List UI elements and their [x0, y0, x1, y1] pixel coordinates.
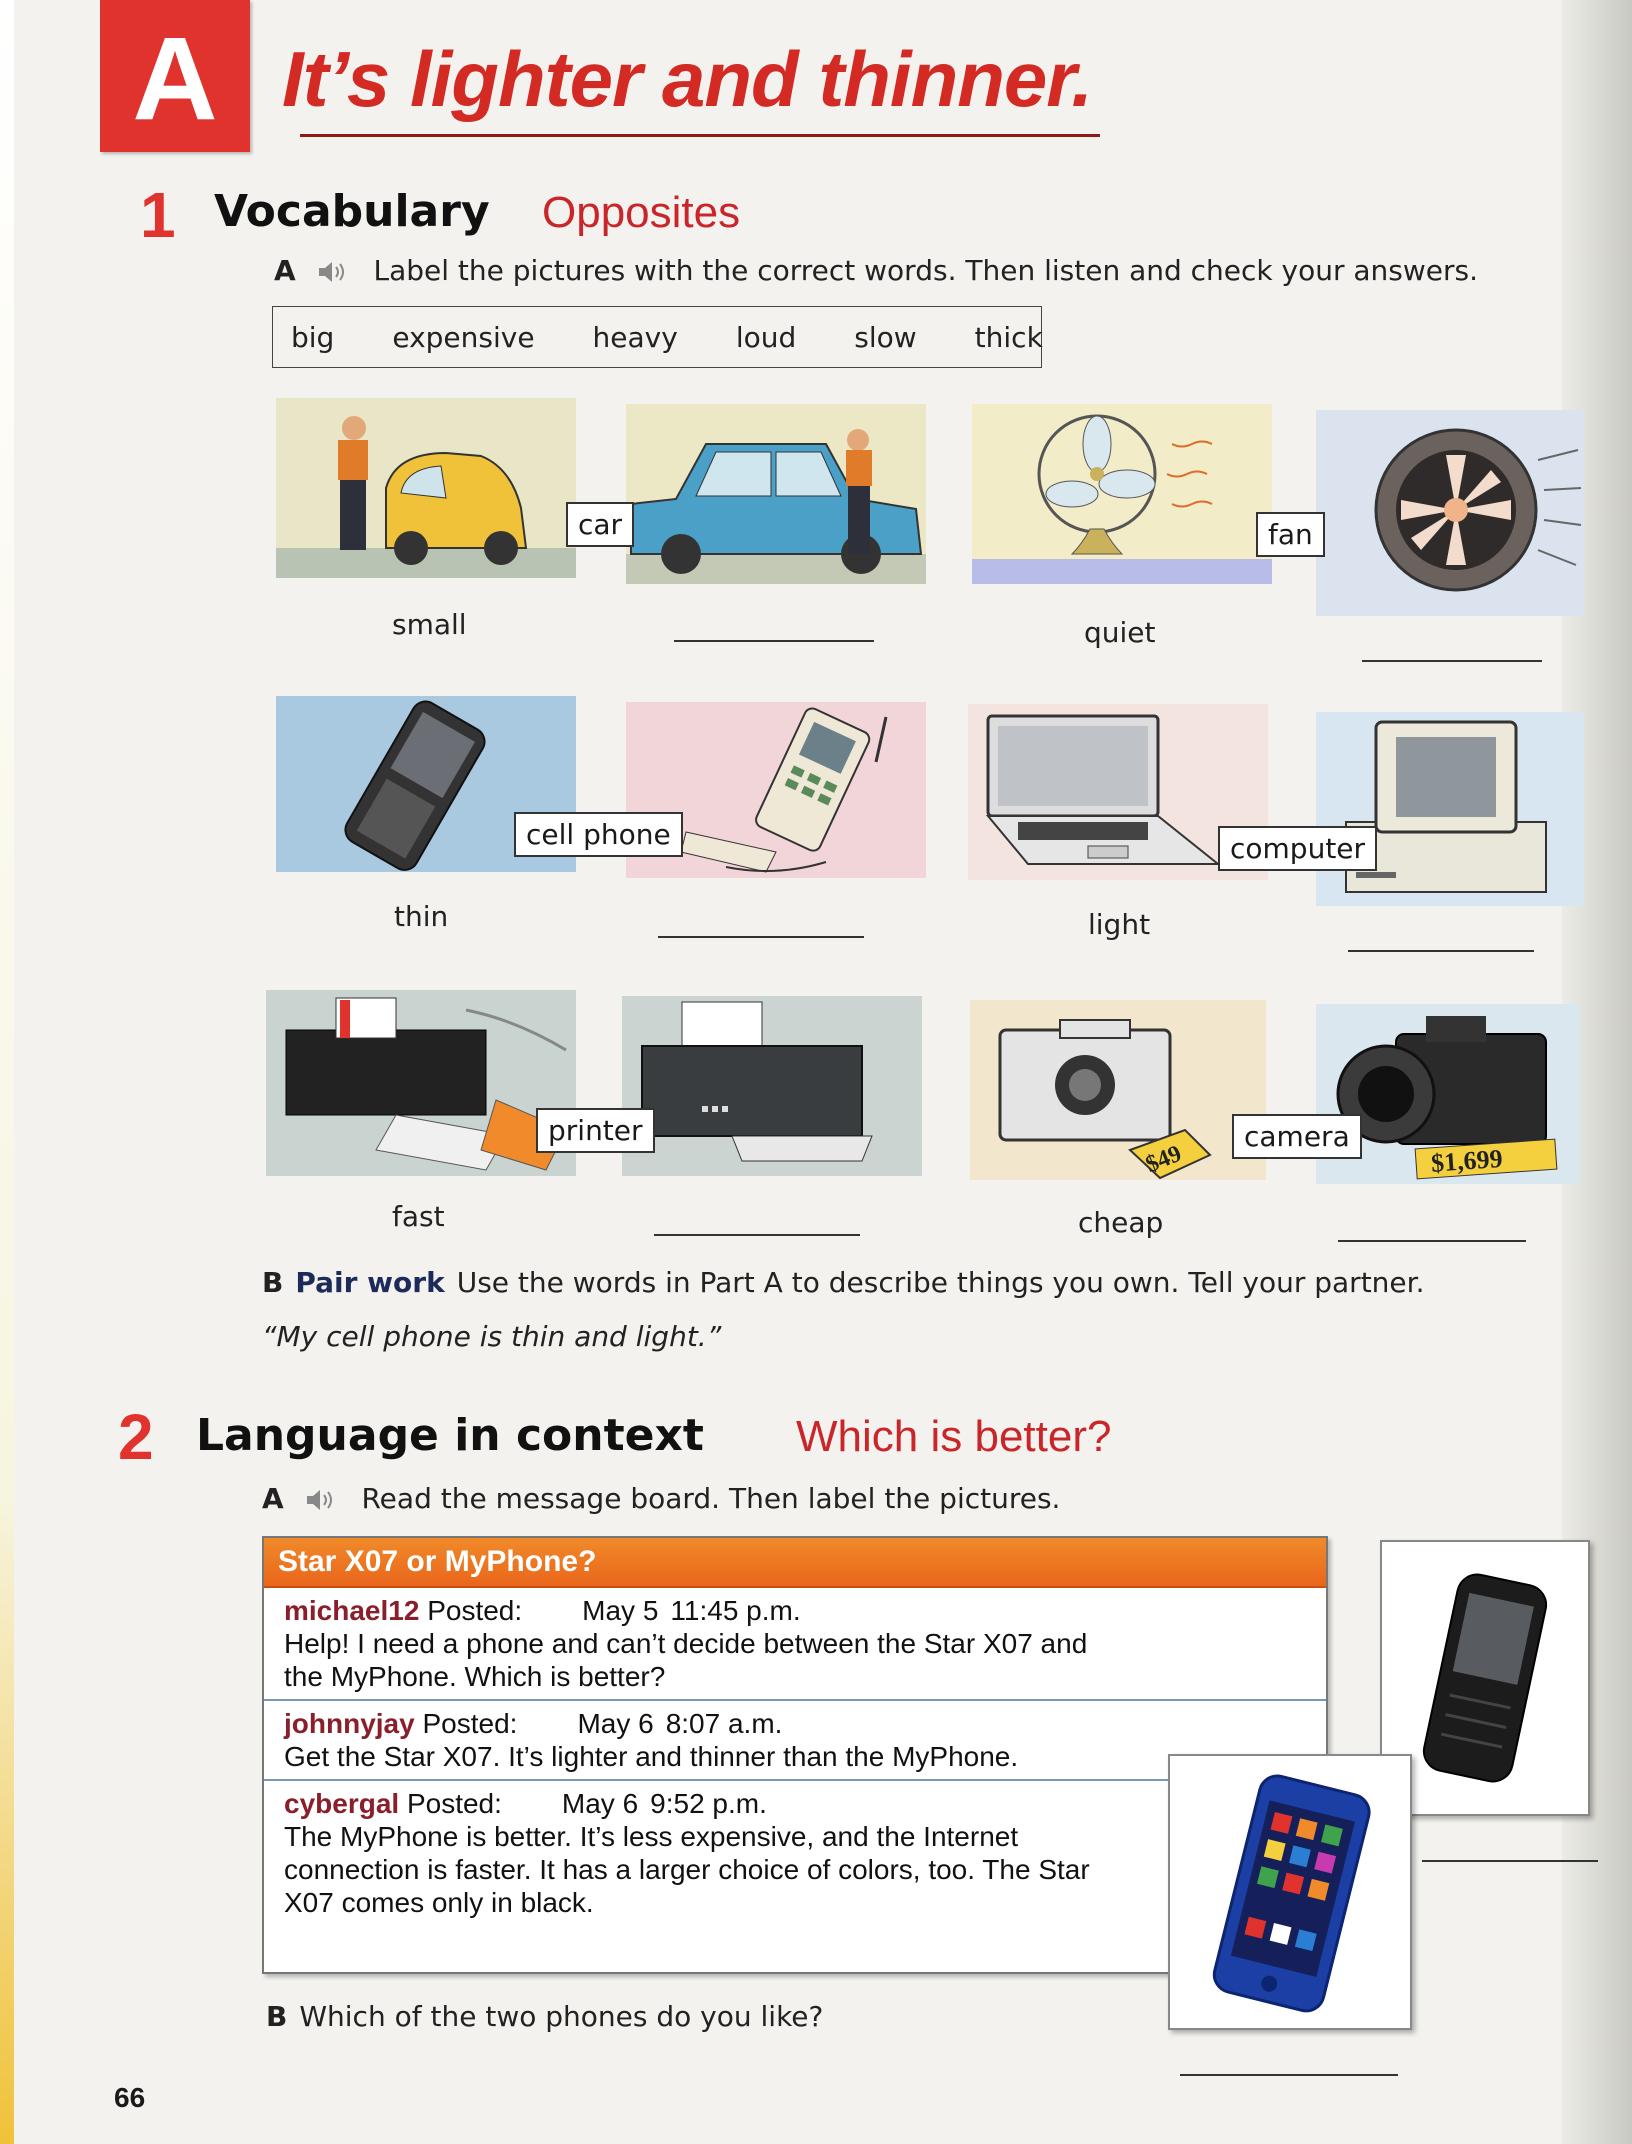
picture-label: fan: [1256, 512, 1325, 557]
board-post: [264, 1701, 1326, 1781]
word-option: big: [291, 320, 335, 354]
part-letter: A: [262, 1482, 284, 1515]
post-text-line: X07 comes only in black.: [284, 1887, 594, 1918]
word-option: slow: [854, 320, 917, 354]
word-option: heavy: [592, 320, 678, 354]
post-text-line: the MyPhone. Which is better?: [284, 1661, 666, 1692]
post-text-line: Get the Star X07. It’s lighter and thinner than the MyPhone.: [284, 1741, 1019, 1772]
section-1-number: 1: [140, 179, 176, 251]
page-title: It’s lighter and thinner.: [282, 35, 1092, 123]
board-post: [264, 1588, 1326, 1701]
post-time: 8:07 a.m.: [665, 1708, 783, 1739]
loud-fan-picture: [1316, 410, 1584, 616]
answer-blank[interactable]: [1348, 950, 1534, 952]
post-date: May 6: [577, 1708, 654, 1739]
myphone-frame: [1168, 1754, 1412, 2030]
picture-label: cell phone: [514, 812, 683, 857]
post-text-line: Help! I need a phone and can’t decide between the Star X07 and: [284, 1628, 1088, 1659]
price-tag-cheap: $49: [1142, 1140, 1186, 1179]
picture-label: camera: [1232, 1114, 1362, 1159]
given-word: light: [1088, 908, 1151, 941]
post-username[interactable]: michael12: [284, 1595, 420, 1626]
given-word: cheap: [1078, 1206, 1164, 1239]
word-box: [272, 306, 1042, 368]
part-letter: B: [262, 1266, 284, 1299]
given-word: quiet: [1084, 616, 1156, 649]
speaker-icon[interactable]: [305, 1487, 339, 1513]
section-1-subheading: Opposites: [542, 188, 741, 237]
part-letter: A: [274, 254, 296, 287]
instruction-text: Label the pictures with the correct words. Then listen and check your answers.: [373, 254, 1479, 287]
board-title: Star X07 or MyPhone?: [264, 1538, 1326, 1588]
section-1-part-a-instruction: [274, 254, 1478, 287]
post-text-line: The MyPhone is better. It’s less expensive, and the Internet: [284, 1821, 1019, 1852]
answer-blank[interactable]: [654, 1234, 860, 1236]
word-option: thick: [974, 320, 1043, 354]
slow-printer-picture: [622, 996, 922, 1176]
small-car-picture: [276, 398, 576, 578]
instruction-text: Use the words in Part A to describe things you own. Tell your partner.: [456, 1266, 1425, 1299]
speaker-icon[interactable]: [317, 259, 351, 285]
section-2-number: 2: [118, 1401, 154, 1473]
section-letter: A: [132, 13, 218, 145]
answer-blank[interactable]: [1180, 2074, 1398, 2076]
heavy-computer-picture: [1316, 712, 1584, 906]
given-word: thin: [394, 900, 449, 933]
page-number: 66: [114, 2082, 146, 2113]
instruction-text: Read the message board. Then label the pictures.: [361, 1482, 1061, 1515]
picture-label: computer: [1218, 826, 1377, 871]
section-1-heading: Vocabulary: [214, 186, 490, 237]
big-car-picture: [626, 404, 926, 584]
part-letter: B: [266, 2000, 288, 2033]
post-posted-label: Posted:: [422, 1708, 518, 1739]
word-option: loud: [735, 320, 797, 354]
title-rule: [300, 134, 1100, 137]
section-2-heading: Language in context: [196, 1410, 704, 1461]
answer-blank[interactable]: [674, 640, 874, 642]
post-time: 11:45 p.m.: [670, 1595, 801, 1626]
given-word: small: [392, 608, 467, 641]
example-sentence: “My cell phone is thin and light.”: [262, 1320, 722, 1353]
quiet-fan-picture: [972, 404, 1272, 584]
answer-blank[interactable]: [658, 936, 864, 938]
given-word: fast: [392, 1200, 445, 1233]
picture-label: printer: [536, 1108, 655, 1153]
answer-blank[interactable]: [1362, 660, 1542, 662]
instruction-text: Which of the two phones do you like?: [299, 2000, 824, 2033]
fast-printer-picture: [266, 990, 576, 1176]
book-spine: [0, 0, 14, 2144]
section-letter-badge: [100, 0, 250, 152]
post-date: May 6: [561, 1788, 639, 1819]
post-posted-label: Posted:: [427, 1595, 523, 1626]
answer-blank[interactable]: [1422, 1860, 1598, 1862]
section-1-part-b: [262, 1266, 1424, 1299]
word-option: expensive: [392, 320, 535, 354]
post-time: 9:52 p.m.: [650, 1788, 767, 1819]
section-2-part-b: [266, 2000, 823, 2033]
section-2-part-a-instruction: [262, 1482, 1060, 1515]
post-username[interactable]: johnnyjay: [284, 1708, 415, 1739]
answer-blank[interactable]: [1338, 1240, 1526, 1242]
post-posted-label: Posted:: [406, 1788, 502, 1819]
price-tag-expensive: $1,699: [1430, 1143, 1504, 1178]
post-text-line: connection is faster. It has a larger choice of colors, too. The Star: [284, 1854, 1090, 1885]
section-2-subheading: Which is better?: [796, 1412, 1112, 1461]
post-date: May 5: [582, 1595, 659, 1626]
cheap-camera-picture: [970, 1000, 1266, 1180]
pair-work-title: Pair work: [295, 1266, 445, 1299]
picture-label: car: [566, 502, 634, 547]
post-username[interactable]: cybergal: [284, 1788, 400, 1819]
board-post: [264, 1781, 1326, 1925]
